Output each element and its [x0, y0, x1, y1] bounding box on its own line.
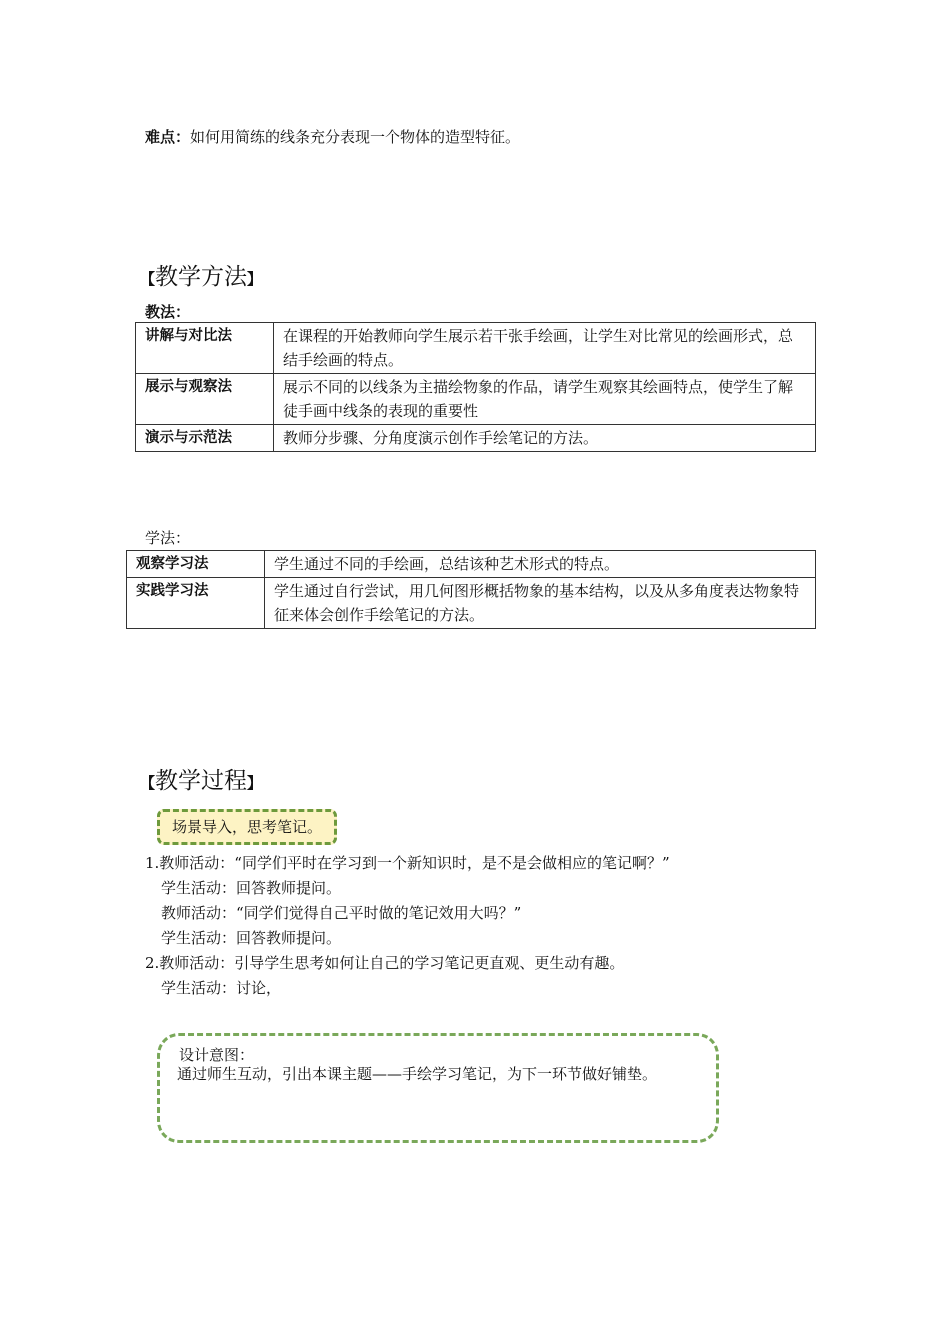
- methods-title: 教学方法: [155, 264, 248, 290]
- method-name: 讲解与对比法: [136, 323, 274, 374]
- process-title: 教学过程: [155, 768, 248, 794]
- activity-line: 学生活动：回答教师提问。: [161, 929, 342, 947]
- table-row: [127, 578, 816, 629]
- table-row: [136, 425, 816, 452]
- difficulty-text: 如何用简练的线条充分表现一个物体的造型特征。: [190, 128, 521, 146]
- learn-method-table: [126, 550, 816, 629]
- activity-line: 教师活动：“同学们觉得自己平时做的笔记效用大吗？”: [161, 904, 522, 922]
- activity-line: 2.教师活动：引导学生思考如何让自己的学习笔记更直观、更生动有趣。: [145, 954, 625, 972]
- method-description: 学生通过不同的手绘画，总结该种艺术形式的特点。: [265, 551, 816, 578]
- process-bracket-open: 【: [140, 774, 156, 792]
- design-intent-text: 通过师生互动，引出本课主题——手绘学习笔记，为下一环节做好铺垫。: [177, 1065, 658, 1083]
- teach-method-table: [135, 322, 816, 452]
- scene-intro-label: 场景导入，思考笔记。: [172, 818, 323, 836]
- methods-bracket-open: 【: [140, 270, 156, 288]
- method-name: 展示与观察法: [136, 374, 274, 425]
- table-row: [136, 323, 816, 374]
- process-heading: [140, 762, 262, 795]
- method-description: 学生通过自行尝试，用几何图形概括物象的基本结构，以及从多角度表达物象特征来体会创作手绘笔记的方法。: [265, 578, 816, 629]
- methods-heading: [140, 258, 262, 291]
- difficulty-paragraph: [145, 126, 520, 147]
- learn-method-label: 学法：: [145, 529, 191, 547]
- method-description: 展示不同的以线条为主描绘物象的作品，请学生观察其绘画特点，使学生了解徒手画中线条的表现的重要性: [274, 374, 816, 425]
- method-description: 在课程的开始教师向学生展示若干张手绘画，让学生对比常见的绘画形式，总结手绘画的特点。: [274, 323, 816, 374]
- teach-method-label: 教法：: [145, 303, 191, 321]
- scene-intro-box: [157, 809, 337, 845]
- method-description: 教师分步骤、分角度演示创作手绘笔记的方法。: [274, 425, 816, 452]
- methods-bracket-close: 】: [247, 270, 263, 288]
- table-row: [127, 551, 816, 578]
- difficulty-label: 难点：: [145, 128, 191, 146]
- design-intent-box: [157, 1033, 719, 1143]
- method-name: 观察学习法: [127, 551, 265, 578]
- method-name: 演示与示范法: [136, 425, 274, 452]
- activity-line: 1.教师活动：“同学们平时在学习到一个新知识时，是不是会做相应的笔记啊？”: [145, 854, 670, 872]
- table-row: [136, 374, 816, 425]
- process-bracket-close: 】: [247, 774, 263, 792]
- activity-line: 学生活动：讨论，: [161, 979, 282, 997]
- method-name: 实践学习法: [127, 578, 265, 629]
- activity-line: 学生活动：回答教师提问。: [161, 879, 342, 897]
- design-intent-label: 设计意图：: [179, 1046, 255, 1064]
